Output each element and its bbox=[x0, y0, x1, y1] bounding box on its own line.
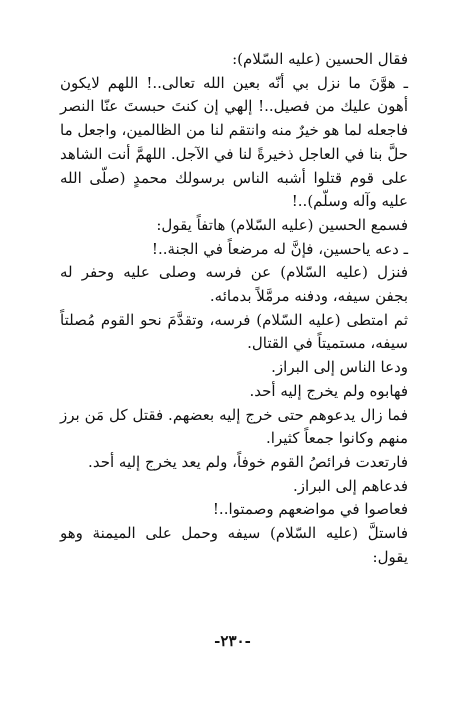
paragraph-5: فنزل (عليه السّلام) عن فرسه وصلى عليه وحفر له بجفن سيفه، ودفنه مرمَّلاً بدمائه. bbox=[60, 263, 408, 306]
paragraph-13: فاستلَّ (عليه السّلام) سيفه وحمل على الميمنة وهو يقول: bbox=[60, 524, 408, 566]
paragraph-11: فدعاهم إلى البراز. bbox=[293, 476, 408, 495]
paragraph-8: فهابوه ولم يخرج إليه أحد. bbox=[249, 381, 408, 400]
paragraph-9: فما زال يدعوهم حتى خرج إليه بعضهم. فقتل كل مَن برز منهم وكانوا جمعاً كثيرا. bbox=[60, 405, 408, 448]
paragraph-4: ـ دعه ياحسين، فإنَّ له مرضعاً في الجنة..! bbox=[151, 239, 408, 258]
page-number: -٢٣٠- bbox=[214, 632, 251, 650]
paragraph-12: فعاصوا في مواضعهم وصمتوا..! bbox=[212, 500, 408, 519]
paragraph-7: ودعا الناس إلى البراز. bbox=[271, 358, 408, 377]
paragraph-10: فارتعدت فرائصُ القوم خوفاً، ولم يعد يخرج إليه أحد. bbox=[88, 452, 408, 471]
paragraph-3: فسمع الحسين (عليه السّلام) هاتفاً يقول: bbox=[156, 215, 408, 234]
body-text bbox=[60, 48, 408, 569]
paragraph-2: ـ هوَّنَ ما نزل بي أنّه بعين الله تعالى..! اللهم لايكون أهون عليك من فصيل..! إلهي إن كنتَ حبستَ عنّا النصر فاجعله لما هو خيرٌ منه وانتقم لنا من الظالمين، واجعل ما حلَّ بنا في العاجل ذخيرةً لنا في الآجل. اللهمَّ أنت الشاهد على قوم قتلوا أشبه الناس برسولك محمدٍ (صلّى الله عليه وآله وسلّم)..! bbox=[60, 73, 408, 211]
paragraph-1: فقال الحسين (عليه السّلام): bbox=[232, 50, 408, 68]
paragraph-6: ثم امتطى (عليه السّلام) فرسه، وتقدَّمَ نحو القوم مُصلتاً سيفه، مستميتاً في القتال. bbox=[60, 310, 408, 353]
